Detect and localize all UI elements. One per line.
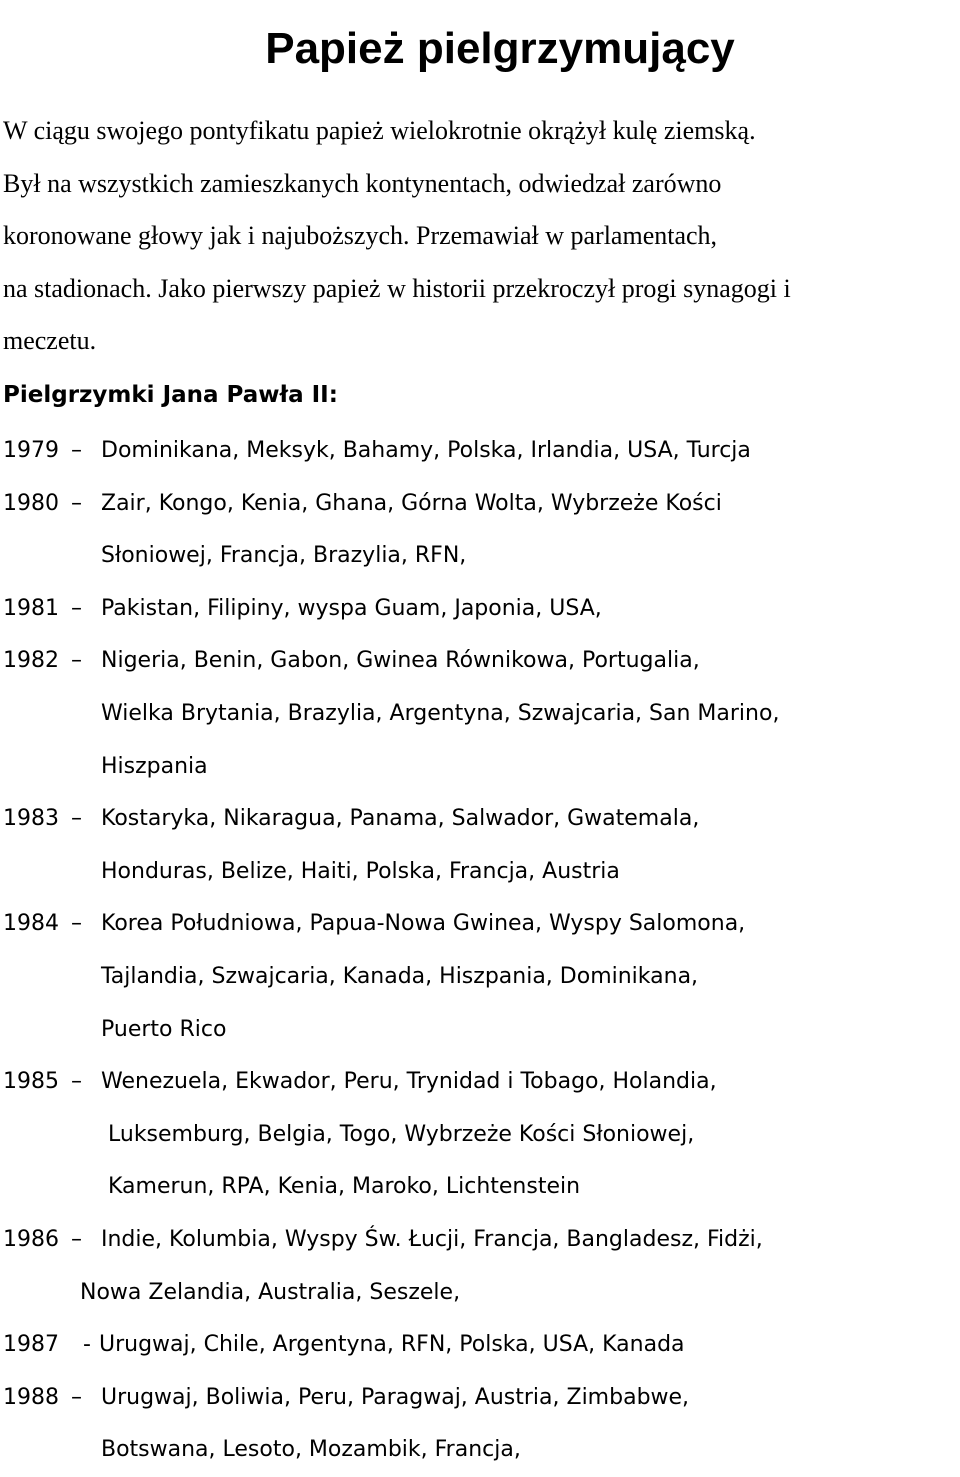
pilgrimage-countries: Zair, Kongo, Kenia, Ghana, Górna Wolta, Wybrzeże Kości (101, 490, 722, 516)
pilgrimage-year: 1981 (3, 595, 59, 621)
intro-line: koronowane głowy jak i najuboższych. Przemawiał w parlamentach, (3, 221, 718, 250)
pilgrimage-entry-1988 (3, 1372, 960, 1477)
intro-line: W ciągu swojego pontyfikatu papież wielokrotnie okrążył kulę ziemską. (3, 116, 756, 145)
pilgrimage-countries: Pakistan, Filipiny, wyspa Guam, Japonia, USA, (101, 595, 602, 621)
pilgrimage-countries-continued: Tajlandia, Szwajcaria, Kanada, Hiszpania, Dominikana, (101, 963, 699, 989)
pilgrimage-year: 1988 (3, 1384, 59, 1410)
pilgrimage-year: 1983 (3, 806, 59, 832)
pilgrimage-entry-1980 (3, 478, 960, 583)
pilgrimage-year: 1980 (3, 490, 59, 516)
pilgrimage-entry-1983 (3, 793, 960, 898)
section-heading: Pielgrzymki Jana Pawła II: (3, 382, 338, 408)
pilgrimage-entry-1987 (3, 1319, 960, 1372)
year-dash: – (71, 1069, 82, 1095)
pilgrimage-year: 1984 (3, 911, 59, 937)
pilgrimage-countries-continued: Puerto Rico (101, 1016, 227, 1042)
intro-paragraph (3, 105, 960, 368)
intro-line: Był na wszystkich zamieszkanych kontynentach, odwiedzał zarówno (3, 168, 722, 198)
pilgrimage-countries-continued: Botswana, Lesoto, Mozambik, Francja, (101, 1437, 521, 1463)
pilgrimage-countries-continued: Wielka Brytania, Brazylia, Argentyna, Szwajcaria, San Marino, (101, 700, 780, 726)
page-title: Papież pielgrzymujący (265, 24, 735, 74)
pilgrimage-countries: Wenezuela, Ekwador, Peru, Trynidad i Tobago, Holandia, (101, 1069, 717, 1095)
pilgrimage-entry-1979 (3, 425, 960, 478)
pilgrimage-year: 1979 (3, 438, 59, 463)
year-dash: – (71, 911, 82, 937)
pilgrimage-countries: Korea Południowa, Papua-Nowa Gwinea, Wyspy Salomona, (101, 911, 746, 937)
pilgrimage-countries: Indie, Kolumbia, Wyspy Św. Łucji, Francja, Bangladesz, Fidżi, (101, 1226, 763, 1252)
pilgrimage-countries: Urugwaj, Chile, Argentyna, RFN, Polska, USA, Kanada (99, 1332, 685, 1358)
pilgrimage-entry-1982 (3, 635, 960, 793)
pilgrimage-entry-1984 (3, 898, 960, 1056)
pilgrimage-countries-continued: Honduras, Belize, Haiti, Polska, Francja, Austria (101, 858, 620, 884)
pilgrimage-countries-continued: Kamerun, RPA, Kenia, Maroko, Lichtenstein (108, 1174, 581, 1200)
pilgrimage-countries-continued: Hiszpania (101, 753, 208, 779)
pilgrimage-list (3, 425, 960, 1477)
intro-line: meczetu. (3, 326, 97, 355)
year-dash: - (83, 1332, 91, 1358)
pilgrimage-entry-1985 (3, 1056, 960, 1214)
pilgrimage-countries: Kostaryka, Nikaragua, Panama, Salwador, Gwatemala, (101, 806, 700, 832)
year-dash: – (71, 648, 82, 674)
pilgrimage-year: 1982 (3, 648, 59, 674)
pilgrimage-countries-continued: Luksemburg, Belgia, Togo, Wybrzeże Kości Słoniowej, (108, 1121, 695, 1147)
pilgrimage-year: 1986 (3, 1226, 59, 1252)
year-dash: – (71, 1226, 82, 1252)
pilgrimage-countries: Nigeria, Benin, Gabon, Gwinea Równikowa, Portugalia, (101, 648, 700, 674)
pilgrimage-year: 1987 (3, 1332, 59, 1358)
year-dash: – (71, 438, 82, 463)
year-dash: – (71, 595, 82, 621)
year-dash: – (71, 490, 82, 516)
intro-line: na stadionach. Jako pierwszy papież w historii przekroczył progi synagogi i (3, 273, 791, 303)
pilgrimage-countries-continued: Słoniowej, Francja, Brazylia, RFN, (101, 543, 467, 569)
year-dash: – (71, 806, 82, 832)
pilgrimage-countries: Dominikana, Meksyk, Bahamy, Polska, Irlandia, USA, Turcja (101, 438, 751, 463)
pilgrimage-year: 1985 (3, 1069, 59, 1095)
pilgrimage-countries-continued: Nowa Zelandia, Australia, Seszele, (80, 1279, 461, 1305)
year-dash: – (71, 1384, 82, 1410)
pilgrimage-entry-1981 (3, 583, 960, 636)
pilgrimage-countries: Urugwaj, Boliwia, Peru, Paragwaj, Austria, Zimbabwe, (101, 1384, 690, 1410)
pilgrimage-entry-1986 (3, 1214, 960, 1319)
